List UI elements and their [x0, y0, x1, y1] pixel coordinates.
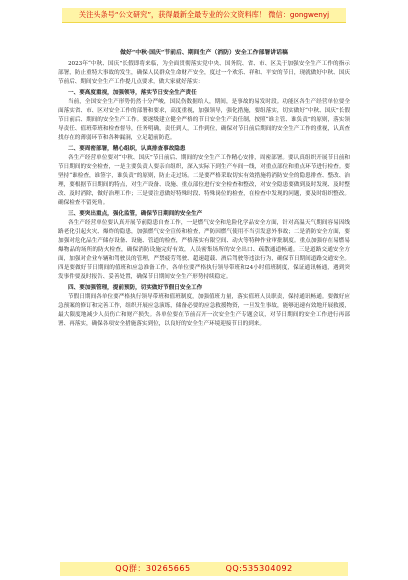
section-heading: 三、要突出重点，强化监管，确保节日期间的安全生产	[68, 211, 203, 217]
body-paragraph: 节假日期间各单位要严格执行领导带班和值班制度，加强值班力量，落实值班人员职责，保持通讯畅通。要做好应急预案的修订和完善工作，组织开展应急演练，储备必要的应急救援物资，一旦发生事故，能够迅速有效地开展救援，最大限度地减少人员伤亡和财产损失。各单位要在节前召开一次安全生产专题会议，对节日期间的安全工作进行再部署、再落实，确保各项安全措施落实到位，以良好的安全生产环境迎接节日的到来。	[58, 294, 350, 327]
document-title: 做好“中秋·国庆”节前后、期间生产（消防）安全工作部署讲话稿	[120, 49, 288, 56]
section-heading: 四、要加强管理，提前预防，切实做好节假日安全工作	[68, 285, 203, 291]
qq-group-number: QQ群：30265665	[115, 564, 191, 573]
body-paragraph: 各生产经营单位要认真开展节前隐患自查工作，一是燃气安全和危险化学品安全方面，针对高温天气期间容易因线路老化引起火灾、爆炸的隐患，加强燃气安全宣传和检查，严防因燃气使用不当引发意外事故；二是消防安全方面，要加强对危化品生产储存设备、设施、管道的检查，严格落实有限空间、动火等特种作业审批制度。重点加强存在易燃易爆物品的场所的防火检查，确保消防设施完好有效，人员密集场所的安全出口、疏散通道畅通。三是道路交通安全方面，加强对企业车辆和驾驶员的管理，严禁疲劳驾驶、超速超载、酒后驾驶等违法行为，确保节日期间道路交通安全。四是要做好节日期间的值班和应急准备工作，各单位要严格执行领导带班和24小时值班制度，保证通讯畅通，遇到突发事件要及时报告、妥善处置，确保节日期间安全生产形势持续稳定。	[58, 220, 350, 280]
qq-number: QQ:535304092	[225, 564, 293, 573]
document-body	[58, 48, 350, 329]
bottom-contact-banner	[60, 562, 348, 576]
paragraph-list	[58, 60, 350, 329]
top-promo-banner[interactable]: 关注头条号“公文研究”，获得最新全最专业的公文资料库！ 微信：gongwenyj	[62, 8, 346, 23]
body-paragraph: 当前，全国安全生产形势仍然十分严峻，国民伤数据给人，期间，是事故的易发时段。功能区各生产经营单位要全面落实省、市、区对安全工作的部署和要求，高度重视，加强领导，强化措施，要组落实，切实做好“中秋、国庆”长假节日前后、期间的安全生产工作。要逐级建立健全严格的节日安全生产责任制，按照“谁主管、谁负责”的原则，落实领导责任、值班带班和检查督导，任务明确，责任到人，工作到位，确保对节日前后期间的安全生产工作的重视，认真查找存在的薄弱环节和各种漏洞，立足超前防范。	[58, 99, 350, 141]
body-paragraph: 2023年“中秋、国庆”长假即将来临，为全面贯彻落实党中央、国务院、省、市、区关于加强安全生产工作的指示部署，防止重特大事故的发生，确保人民群众生命财产安全，度过一个欢乐、祥和、平安的节日，现就做好中秋、国庆节前后、期间安全生产工作提几点要求，做大家就好落实：	[58, 61, 350, 85]
section-heading: 二、要周密部署，精心组织，认真排查事故隐患	[68, 146, 186, 152]
body-paragraph: 各生产经营单位要对“中秋、国庆”节日前后、期间的安全生产工作精心安排，周密部署。要认真组织开展节日前和节日期间的安全检查，一是主要负责人要亲自组织，深入实际下到生产车间一线，对重点部位和重点环节进行检查。要坚持“谁检查，谁签字，谁负责”的原则，防止走过场。二是要严格采取切实有效措施将消防安全的隐患排查、整改、治理，要根据节日期间的特点，对生产设备、设施、重点部位进行安全检查和整改，对安全隐患要做到及时发现、及时整改、及时消除，做好治理工作；三是要注意做好特殊时段、特殊岗位的检查，在检查中发现的问题，要及时组织整改。确保检查不留死角。	[58, 155, 350, 206]
section-heading: 一、要高度重视，加强领导，落实节日安全生产责任	[68, 90, 197, 96]
